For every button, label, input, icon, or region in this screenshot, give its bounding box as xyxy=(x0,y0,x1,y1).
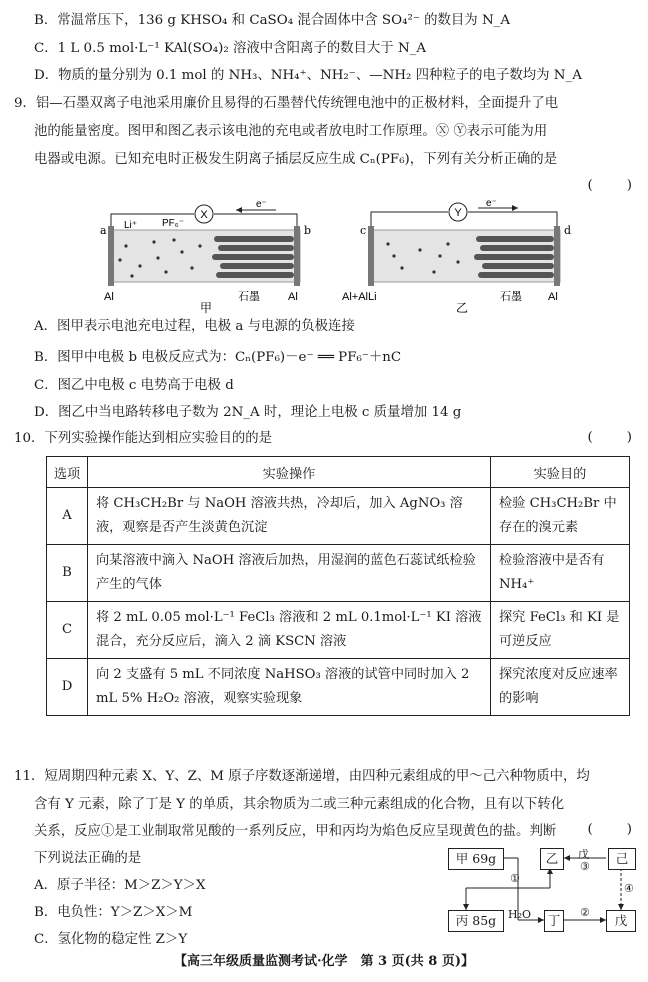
electrode-c xyxy=(368,226,374,286)
q9-stem-line1: 9．铝—石墨双离子电池采用廉价且易得的石墨替代传统锂电池中的正极材料，全面提升了电 xyxy=(14,96,559,111)
row-goal: 探究浓度对反应速率的影响 xyxy=(491,659,630,716)
node-ding: 丁 xyxy=(544,910,564,932)
water-label: H₂O xyxy=(508,908,532,921)
transformation-diagram xyxy=(446,846,636,946)
q10-stem: 10．下列实验操作能达到相应实验目的的是 xyxy=(14,431,273,446)
table-row xyxy=(47,545,630,602)
svg-text:Y: Y xyxy=(454,207,462,219)
q8-option-c: C．1 L 0.5 mol·L⁻¹ KAl(SO₄)₂ 溶液中含阳离子的数目大于 N_A xyxy=(34,41,427,56)
q9-option-c: C．图乙中电极 c 电势高于电极 d xyxy=(34,378,234,393)
reaction-2-label: ② xyxy=(580,906,590,919)
header-operation: 实验操作 xyxy=(88,457,491,488)
svg-text:Al: Al xyxy=(288,291,298,303)
row-option: C xyxy=(47,602,88,659)
svg-text:b: b xyxy=(304,224,312,237)
q11-option-b: B．电负性：Y＞Z＞X＞M xyxy=(34,905,193,920)
reaction-1-label: ① xyxy=(510,872,520,885)
q9-stem-line3: 电器或电源。已知充电时正极发生阴离子插层反应生成 Cₙ(PF₆)，下列有关分析正确的是 xyxy=(34,152,558,167)
q9-stem-line2: 池的能量密度。图甲和图乙表示该电池的充电或者放电时工作原理。Ⓧ Ⓨ表示可能为用 xyxy=(34,124,548,139)
svg-text:石墨: 石墨 xyxy=(500,290,522,303)
reaction-3-label: ③ xyxy=(580,860,590,873)
node-jia: 甲 69g xyxy=(448,848,504,870)
figure-jia xyxy=(96,200,326,316)
node-wu: 戊 xyxy=(606,910,636,932)
q8-option-b: B．常温常压下，136 g KHSO₄ 和 CaSO₄ 混合固体中含 SO₄²⁻ 的数目为 N_A xyxy=(34,13,511,28)
q8-option-d: D．物质的量分别为 0.1 mol 的 NH₃、NH₄⁺、NH₂⁻、—NH₂ 四种粒子的电子数均为 N_A xyxy=(34,68,582,83)
table-header-row xyxy=(47,457,630,488)
svg-text:甲: 甲 xyxy=(200,301,213,315)
svg-text:PF₆⁻: PF₆⁻ xyxy=(162,218,185,229)
row-operation: 将 CH₃CH₂Br 与 NaOH 溶液共热，冷却后，加入 AgNO₃ 溶液，观察是否产生淡黄色沉淀 xyxy=(88,488,491,545)
node-yi: 乙 xyxy=(540,848,564,870)
electrode-a xyxy=(108,226,114,286)
q10-answer-paren: ( ) xyxy=(587,430,632,445)
wu-arrow-label: 戊 xyxy=(578,848,589,861)
q11-stem-line4: 下列说法正确的是 xyxy=(34,851,142,866)
row-goal: 探究 FeCl₃ 和 KI 是可逆反应 xyxy=(491,602,630,659)
electrode-b xyxy=(294,226,300,286)
table-row xyxy=(47,488,630,545)
row-operation: 将 2 mL 0.05 mol·L⁻¹ FeCl₃ 溶液和 2 mL 0.1mol·L⁻¹ KI 溶液混合，充分反应后，滴入 2 滴 KSCN 溶液 xyxy=(88,602,491,659)
node-bing: 丙 85g xyxy=(448,910,504,932)
svg-text:e⁻: e⁻ xyxy=(486,200,497,209)
svg-text:石墨: 石墨 xyxy=(238,290,260,303)
q9-option-b: B．图甲中电极 b 电极反应式为：Cₙ(PF₆)－e⁻ ══ PF₆⁻＋nC xyxy=(34,350,402,365)
row-goal: 检验 CH₃CH₂Br 中存在的溴元素 xyxy=(491,488,630,545)
header-option: 选项 xyxy=(47,457,88,488)
svg-text:a: a xyxy=(100,224,107,237)
table-row xyxy=(47,602,630,659)
q11-stem-line1: 11．短周期四种元素 X、Y、Z、M 原子序数逐渐递增，由四种元素组成的甲～己六种物质中，均 xyxy=(14,769,590,784)
header-goal: 实验目的 xyxy=(491,457,630,488)
svg-text:乙: 乙 xyxy=(456,301,469,315)
svg-text:e⁻: e⁻ xyxy=(256,200,267,210)
q11-stem-line2: 含有 Y 元素，除了丁是 Y 的单质，其余物质为二或三种元素组成的化合物，且有以下转化 xyxy=(34,797,565,812)
row-option: B xyxy=(47,545,88,602)
q11-answer-paren: ( ) xyxy=(587,822,632,837)
electrode-d xyxy=(554,226,560,286)
reaction-4-label: ④ xyxy=(624,882,634,895)
row-goal: 检验溶液中是否有 NH₄⁺ xyxy=(491,545,630,602)
page-footer: 【高三年级质量监测考试·化学 第 3 页(共 8 页)】 xyxy=(173,954,475,969)
experiment-table xyxy=(46,456,630,716)
q9-option-d: D．图乙中当电路转移电子数为 2N_A 时，理论上电极 c 质量增加 14 g xyxy=(34,405,462,420)
figure-yi xyxy=(340,200,580,316)
row-operation: 向 2 支盛有 5 mL 不同浓度 NaHSO₃ 溶液的试管中同时加入 2 mL 5% H₂O₂ 溶液，观察实验现象 xyxy=(88,659,491,716)
svg-text:Al: Al xyxy=(548,291,558,303)
row-operation: 向某溶液中滴入 NaOH 溶液后加热，用湿润的蓝色石蕊试纸检验产生的气体 xyxy=(88,545,491,602)
q11-stem-line3: 关系，反应①是工业制取常见酸的一系列反应，甲和丙均为焰色反应呈现黄色的盐。判断 xyxy=(34,824,557,839)
q11-option-a: A．原子半径：M＞Z＞Y＞X xyxy=(34,878,206,893)
table-row xyxy=(47,659,630,716)
node-ji: 己 xyxy=(608,848,636,870)
q9-option-a: A．图甲表示电池充电过程，电极 a 与电源的负极连接 xyxy=(34,319,355,334)
svg-text:Al+AlLi: Al+AlLi xyxy=(342,291,377,303)
row-option: D xyxy=(47,659,88,716)
svg-text:Al: Al xyxy=(104,291,114,303)
svg-text:d: d xyxy=(564,224,572,237)
svg-text:X: X xyxy=(200,209,208,221)
q9-answer-paren: ( ) xyxy=(587,178,632,193)
row-option: A xyxy=(47,488,88,545)
svg-text:Li⁺: Li⁺ xyxy=(124,220,138,231)
svg-text:c: c xyxy=(360,224,367,237)
q11-option-c: C．氢化物的稳定性 Z＞Y xyxy=(34,932,188,947)
